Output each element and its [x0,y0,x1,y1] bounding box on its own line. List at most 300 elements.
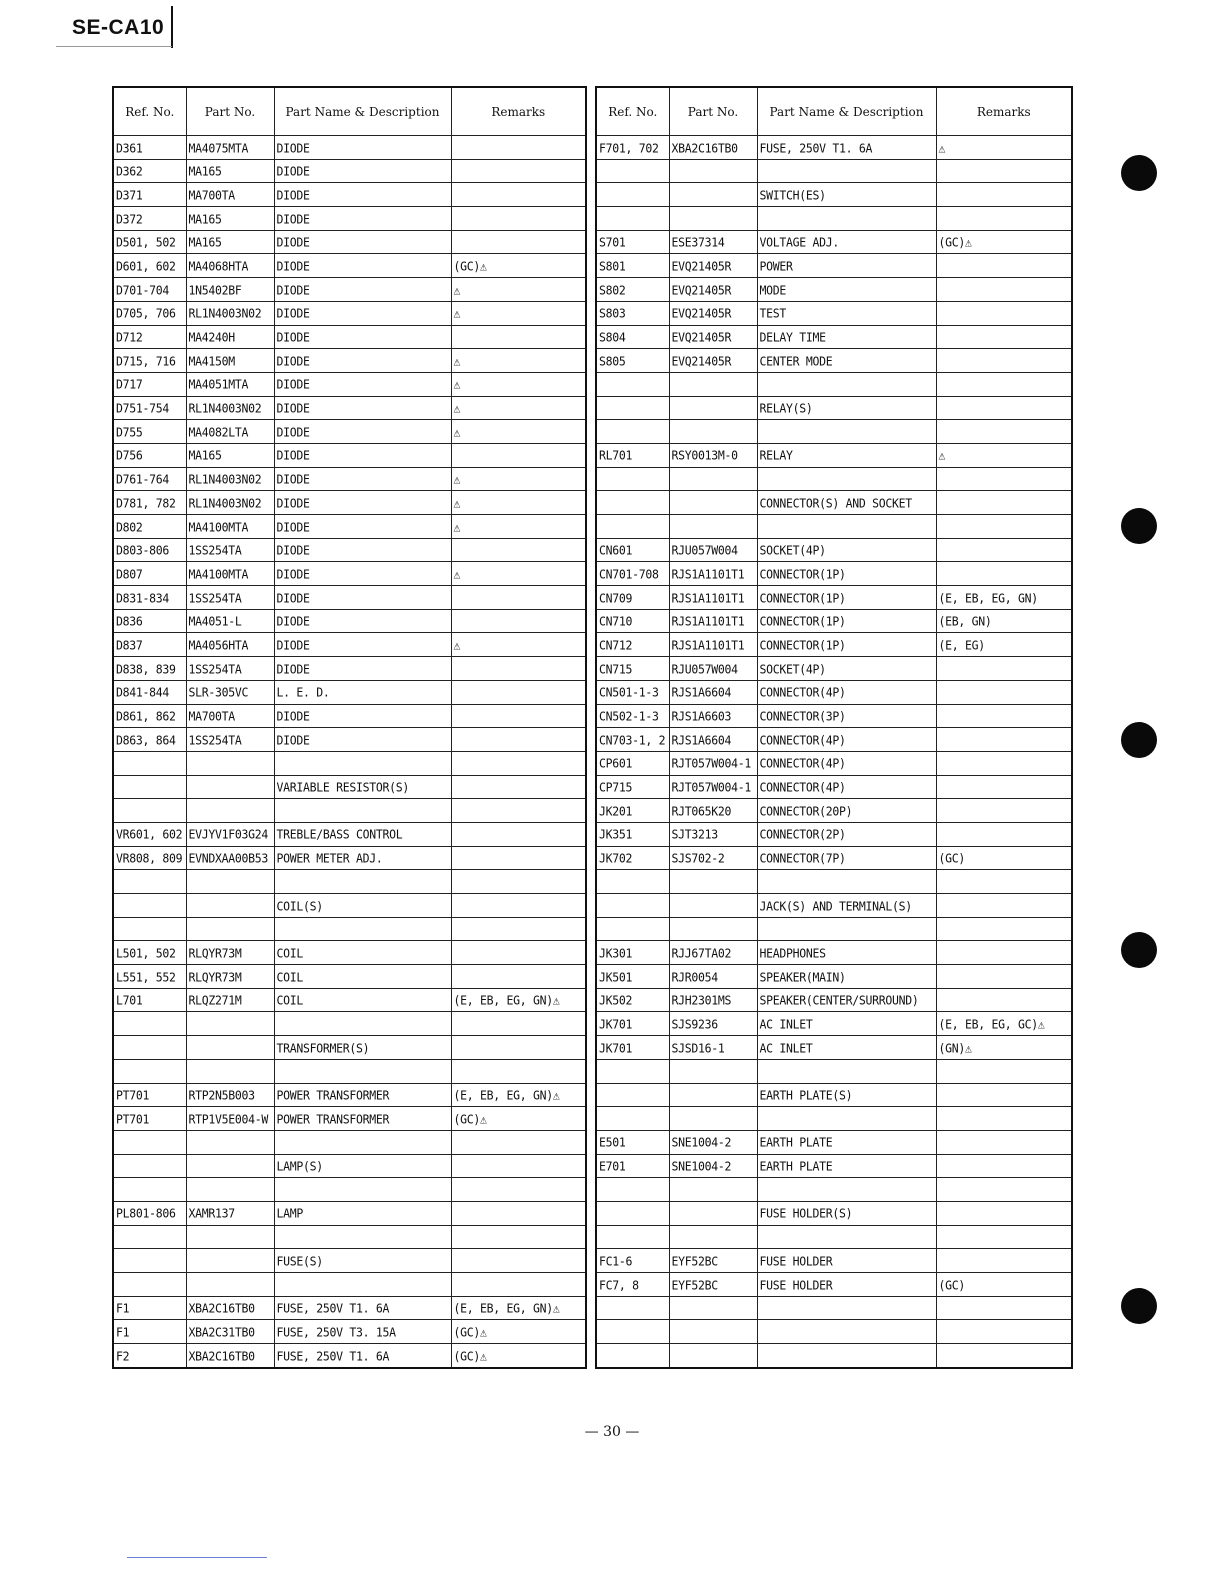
ref-no-cell: CP601 [596,750,669,776]
part-no-cell: EVQ21405R [669,324,757,350]
remarks-cell [936,561,1072,587]
remarks-cell [451,584,586,610]
part-name-cell [757,916,936,942]
table-row [113,349,586,373]
table-row [113,1083,586,1107]
part-name-cell [757,158,936,184]
part-no-cell: EVQ21405R [669,276,757,302]
ref-no-cell: CN715 [596,655,669,681]
table-row [596,183,1072,207]
ref-no-cell: D371 [113,182,186,208]
ref-no-cell [113,1248,186,1274]
remarks-cell [936,1319,1072,1345]
part-name-cell: DELAY TIME [757,324,936,350]
remarks-cell [936,1153,1072,1179]
column-header-part: Part No. [186,87,274,136]
ref-no-cell [113,1177,186,1203]
ref-no-cell [113,750,186,776]
part-no-cell [669,205,757,231]
part-name-cell: CONNECTOR(4P) [757,727,936,753]
part-name-cell: FUSE, 250V T1. 6A [274,1295,451,1321]
remarks-cell: (GN)⚠ [936,1034,1072,1060]
column-header-remarks: Remarks [936,87,1072,136]
part-name-cell: CONNECTOR(7P) [757,845,936,871]
ref-no-cell: FC7, 8 [596,1271,669,1297]
part-no-cell [186,1011,274,1037]
ref-no-cell: D781, 782 [113,490,186,516]
part-no-cell: MA165 [186,229,274,255]
remarks-cell [936,798,1072,824]
table-row [596,1154,1072,1178]
part-name-cell: LAMP [274,1200,451,1226]
remarks-cell [936,987,1072,1013]
ref-no-cell: L501, 502 [113,940,186,966]
remarks-cell [936,1200,1072,1226]
part-name-cell: FUSE(S) [274,1248,451,1274]
table-row [113,1344,586,1368]
remarks-cell [936,1129,1072,1155]
part-name-cell [757,205,936,231]
table-header-row [113,87,586,136]
part-no-cell: ESE37314 [669,229,757,255]
remarks-cell [936,1295,1072,1321]
ref-no-cell: D861, 862 [113,703,186,729]
ref-no-cell [596,419,669,445]
table-row [596,941,1072,965]
part-name-cell: DIODE [274,513,451,539]
ref-no-cell: D717 [113,371,186,397]
part-name-cell: DIODE [274,300,451,326]
ref-no-cell: D372 [113,205,186,231]
table-row [113,230,586,254]
remarks-cell: ⚠ [451,300,586,326]
table-row [596,1178,1072,1202]
part-name-cell: CONNECTOR(S) AND SOCKET [757,490,936,516]
part-no-cell: RJU057W004 [669,655,757,681]
remarks-cell [451,916,586,942]
part-no-cell [186,1271,274,1297]
part-no-cell: XBA2C16TB0 [186,1342,274,1369]
table-row [113,467,586,491]
ref-no-cell: PT701 [113,1106,186,1132]
table-row [596,846,1072,870]
ref-no-cell: JK701 [596,1011,669,1037]
ref-no-cell: L551, 552 [113,963,186,989]
ref-no-cell: D807 [113,561,186,587]
part-no-cell [669,1177,757,1203]
part-no-cell: RTP1V5E004-W [186,1106,274,1132]
part-no-cell: RL1N4003N02 [186,466,274,492]
remarks-cell [451,1248,586,1274]
parts-table-left [112,86,587,1369]
remarks-cell: (GC) [936,1271,1072,1297]
remarks-cell [451,1224,586,1250]
part-no-cell: MA4082LTA [186,419,274,445]
table-row [596,136,1072,160]
table-row [113,988,586,1012]
part-name-cell: FUSE, 250V T3. 15A [274,1319,451,1345]
table-row [113,1154,586,1178]
part-name-cell [274,1058,451,1084]
part-name-cell: CONNECTOR(20P) [757,798,936,824]
part-name-cell: CONNECTOR(2P) [757,821,936,847]
table-row [596,325,1072,349]
part-name-cell [757,466,936,492]
remarks-cell: (GC)⚠ [451,1319,586,1345]
right-table-body [596,136,1072,1368]
part-no-cell [669,419,757,445]
ref-no-cell [596,466,669,492]
ref-no-cell: RL701 [596,442,669,468]
part-name-cell [757,1224,936,1250]
remarks-cell [936,348,1072,374]
part-no-cell [186,1034,274,1060]
table-row [596,657,1072,681]
part-no-cell [669,1200,757,1226]
table-row [113,372,586,396]
remarks-cell [936,679,1072,705]
table-row [113,254,586,278]
part-name-cell: COIL [274,940,451,966]
remarks-cell [936,395,1072,421]
part-no-cell: MA700TA [186,703,274,729]
remarks-cell: (E, EB, EG, GN)⚠ [451,987,586,1013]
ref-no-cell: F1 [113,1319,186,1345]
table-row [113,538,586,562]
ref-no-cell [113,798,186,824]
part-name-cell: DIODE [274,348,451,374]
part-name-cell: CENTER MODE [757,348,936,374]
table-row [596,396,1072,420]
part-no-cell: MA4051-L [186,608,274,634]
remarks-cell: (E, EB, EG, GN)⚠ [451,1295,586,1321]
ref-no-cell [113,774,186,800]
part-no-cell [669,1319,757,1345]
ref-no-cell [113,1058,186,1084]
table-row [596,751,1072,775]
table-row [113,1059,586,1083]
part-no-cell: XBA2C31TB0 [186,1319,274,1345]
remarks-cell: ⚠ [451,490,586,516]
ref-no-cell [596,1295,669,1321]
part-name-cell: DIODE [274,727,451,753]
table-row [596,822,1072,846]
remarks-cell [936,1058,1072,1084]
ref-no-cell: CN709 [596,584,669,610]
table-row [113,609,586,633]
part-no-cell [186,1177,274,1203]
remarks-cell: (GC)⚠ [936,229,1072,255]
remarks-cell [451,1011,586,1037]
part-no-cell: RJT057W004-1 [669,774,757,800]
remarks-cell [936,537,1072,563]
remarks-cell: (GC)⚠ [451,253,586,279]
remarks-cell [936,869,1072,895]
remarks-cell [936,324,1072,350]
remarks-cell [451,655,586,681]
part-no-cell [669,1224,757,1250]
table-row [596,775,1072,799]
part-name-cell: DIODE [274,490,451,516]
remarks-cell [936,158,1072,184]
remarks-cell [451,679,586,705]
remarks-cell [451,1153,586,1179]
table-row [113,159,586,183]
table-row [113,136,586,160]
remarks-cell [936,821,1072,847]
part-no-cell: MA4100MTA [186,561,274,587]
part-name-cell: TRANSFORMER(S) [274,1034,451,1060]
part-no-cell: 1SS254TA [186,537,274,563]
part-no-cell: EYF52BC [669,1271,757,1297]
part-name-cell: CONNECTOR(4P) [757,774,936,800]
ref-no-cell: D751-754 [113,395,186,421]
part-no-cell: RJJ67TA02 [669,940,757,966]
table-row [596,278,1072,302]
ref-no-cell [113,1271,186,1297]
scan-edge-line [127,1557,267,1558]
part-name-cell: LAMP(S) [274,1153,451,1179]
remarks-cell [451,229,586,255]
part-name-cell [274,750,451,776]
part-no-cell: EVNDXAA00B53 [186,845,274,871]
part-no-cell: 1SS254TA [186,727,274,753]
part-no-cell [186,1129,274,1155]
remarks-cell [451,798,586,824]
remarks-cell: (GC)⚠ [451,1342,586,1369]
part-no-cell: RJS1A1101T1 [669,561,757,587]
remarks-cell: ⚠ [451,632,586,658]
part-no-cell: RLQYR73M [186,940,274,966]
part-no-cell: MA4068HTA [186,253,274,279]
remarks-cell [451,158,586,184]
remarks-cell [936,371,1072,397]
ref-no-cell: S804 [596,324,669,350]
table-row [596,586,1072,610]
table-row [113,1012,586,1036]
table-row [113,846,586,870]
part-name-cell: AC INLET [757,1034,936,1060]
part-no-cell: EVQ21405R [669,300,757,326]
part-name-cell [757,869,936,895]
part-no-cell [186,1224,274,1250]
ref-no-cell [596,513,669,539]
ref-no-cell [596,158,669,184]
table-row [596,207,1072,231]
part-no-cell: RJS1A1101T1 [669,632,757,658]
part-no-cell [669,158,757,184]
part-no-cell [669,490,757,516]
table-row [113,1178,586,1202]
table-row [596,349,1072,373]
part-name-cell: POWER TRANSFORMER [274,1106,451,1132]
part-name-cell: DIODE [274,419,451,445]
remarks-cell [451,750,586,776]
remarks-cell [451,963,586,989]
part-name-cell: FUSE, 250V T1. 6A [274,1342,451,1369]
table-row [596,443,1072,467]
ref-no-cell: D362 [113,158,186,184]
ref-no-cell: F2 [113,1342,186,1369]
part-no-cell: MA4240H [186,324,274,350]
part-name-cell: SOCKET(4P) [757,537,936,563]
table-row [113,396,586,420]
table-row [113,1130,586,1154]
part-name-cell: CONNECTOR(4P) [757,750,936,776]
ref-no-cell: D601, 602 [113,253,186,279]
ref-no-cell [596,892,669,918]
ref-no-cell: JK201 [596,798,669,824]
part-no-cell: SLR-305VC [186,679,274,705]
part-name-cell: POWER [757,253,936,279]
remarks-cell [451,940,586,966]
table-row [113,965,586,989]
remarks-cell [451,1058,586,1084]
remarks-cell: ⚠ [451,276,586,302]
part-name-cell: EARTH PLATE [757,1153,936,1179]
table-row [113,515,586,539]
ref-no-cell [596,1319,669,1345]
remarks-cell [936,703,1072,729]
part-name-cell [757,1177,936,1203]
part-name-cell [274,798,451,824]
part-no-cell: MA4056HTA [186,632,274,658]
ref-no-cell: F701, 702 [596,134,669,160]
table-row [113,278,586,302]
ref-no-cell: D361 [113,134,186,160]
ref-no-cell [113,1011,186,1037]
part-name-cell: VOLTAGE ADJ. [757,229,936,255]
ref-no-cell: D831-834 [113,584,186,610]
ref-no-cell: D761-764 [113,466,186,492]
remarks-cell [451,182,586,208]
table-row [596,870,1072,894]
remarks-cell [451,774,586,800]
binder-hole-mark [1121,932,1157,968]
ref-no-cell: FC1-6 [596,1248,669,1274]
ref-no-cell: L701 [113,987,186,1013]
table-row [596,1296,1072,1320]
column-header-part: Part No. [669,87,757,136]
remarks-cell [936,1342,1072,1369]
ref-no-cell: E701 [596,1153,669,1179]
table-row [596,1059,1072,1083]
ref-no-cell: D755 [113,419,186,445]
part-no-cell: RJT065K20 [669,798,757,824]
remarks-cell [936,182,1072,208]
table-row [596,1225,1072,1249]
table-row [113,1273,586,1297]
table-row [113,325,586,349]
part-name-cell: FUSE HOLDER [757,1271,936,1297]
ref-no-cell: JK701 [596,1034,669,1060]
part-no-cell: MA4075MTA [186,134,274,160]
part-no-cell: 1SS254TA [186,655,274,681]
ref-no-cell: D701-704 [113,276,186,302]
remarks-cell [936,774,1072,800]
part-name-cell [757,1319,936,1345]
ref-no-cell [113,869,186,895]
table-row [596,159,1072,183]
table-row [596,799,1072,823]
binder-hole-mark [1121,508,1157,544]
table-row [113,207,586,231]
ref-no-cell [113,892,186,918]
table-row [113,1107,586,1131]
remarks-cell [936,419,1072,445]
ref-no-cell: CN601 [596,537,669,563]
part-no-cell: RL1N4003N02 [186,490,274,516]
table-row [113,562,586,586]
table-header-row [596,87,1072,136]
part-no-cell: SNE1004-2 [669,1129,757,1155]
part-no-cell: RLQYR73M [186,963,274,989]
part-name-cell: DIODE [274,608,451,634]
remarks-cell [451,134,586,160]
column-header-name: Part Name & Description [274,87,451,136]
part-name-cell [757,1342,936,1369]
table-row [113,1249,586,1273]
table-row [113,301,586,325]
ref-no-cell: D501, 502 [113,229,186,255]
part-name-cell: DIODE [274,655,451,681]
part-name-cell: DIODE [274,229,451,255]
part-name-cell [757,419,936,445]
table-row [113,917,586,941]
part-name-cell: DIODE [274,182,451,208]
part-no-cell: EYF52BC [669,1248,757,1274]
part-name-cell: DIODE [274,632,451,658]
remarks-cell [936,300,1072,326]
table-row [596,1083,1072,1107]
ref-no-cell: CN703-1, 2 [596,727,669,753]
header-underline [56,46,172,47]
table-row [596,254,1072,278]
part-name-cell: RELAY [757,442,936,468]
part-no-cell: RJR0054 [669,963,757,989]
table-row [596,1201,1072,1225]
remarks-cell [936,1248,1072,1274]
part-name-cell: AC INLET [757,1011,936,1037]
ref-no-cell: VR808, 809 [113,845,186,871]
table-row [596,491,1072,515]
part-no-cell: SJSD16-1 [669,1034,757,1060]
remarks-cell [451,205,586,231]
part-no-cell: RSY0013M-0 [669,442,757,468]
part-name-cell [274,1129,451,1155]
part-name-cell: DIODE [274,134,451,160]
part-no-cell [669,869,757,895]
part-no-cell: RTP2N5B003 [186,1082,274,1108]
ref-no-cell [596,1224,669,1250]
table-row [113,491,586,515]
ref-no-cell: JK501 [596,963,669,989]
remarks-cell [451,1129,586,1155]
part-no-cell [186,774,274,800]
part-name-cell: DIODE [274,324,451,350]
ref-no-cell [113,916,186,942]
model-name: SE-CA10 [72,16,165,39]
table-row [113,941,586,965]
remarks-cell [451,442,586,468]
remarks-cell [936,1106,1072,1132]
ref-no-cell: D837 [113,632,186,658]
part-name-cell: HEADPHONES [757,940,936,966]
part-no-cell [186,869,274,895]
part-no-cell: RJS1A6604 [669,679,757,705]
remarks-cell [451,608,586,634]
remarks-cell: (EB, GN) [936,608,1072,634]
